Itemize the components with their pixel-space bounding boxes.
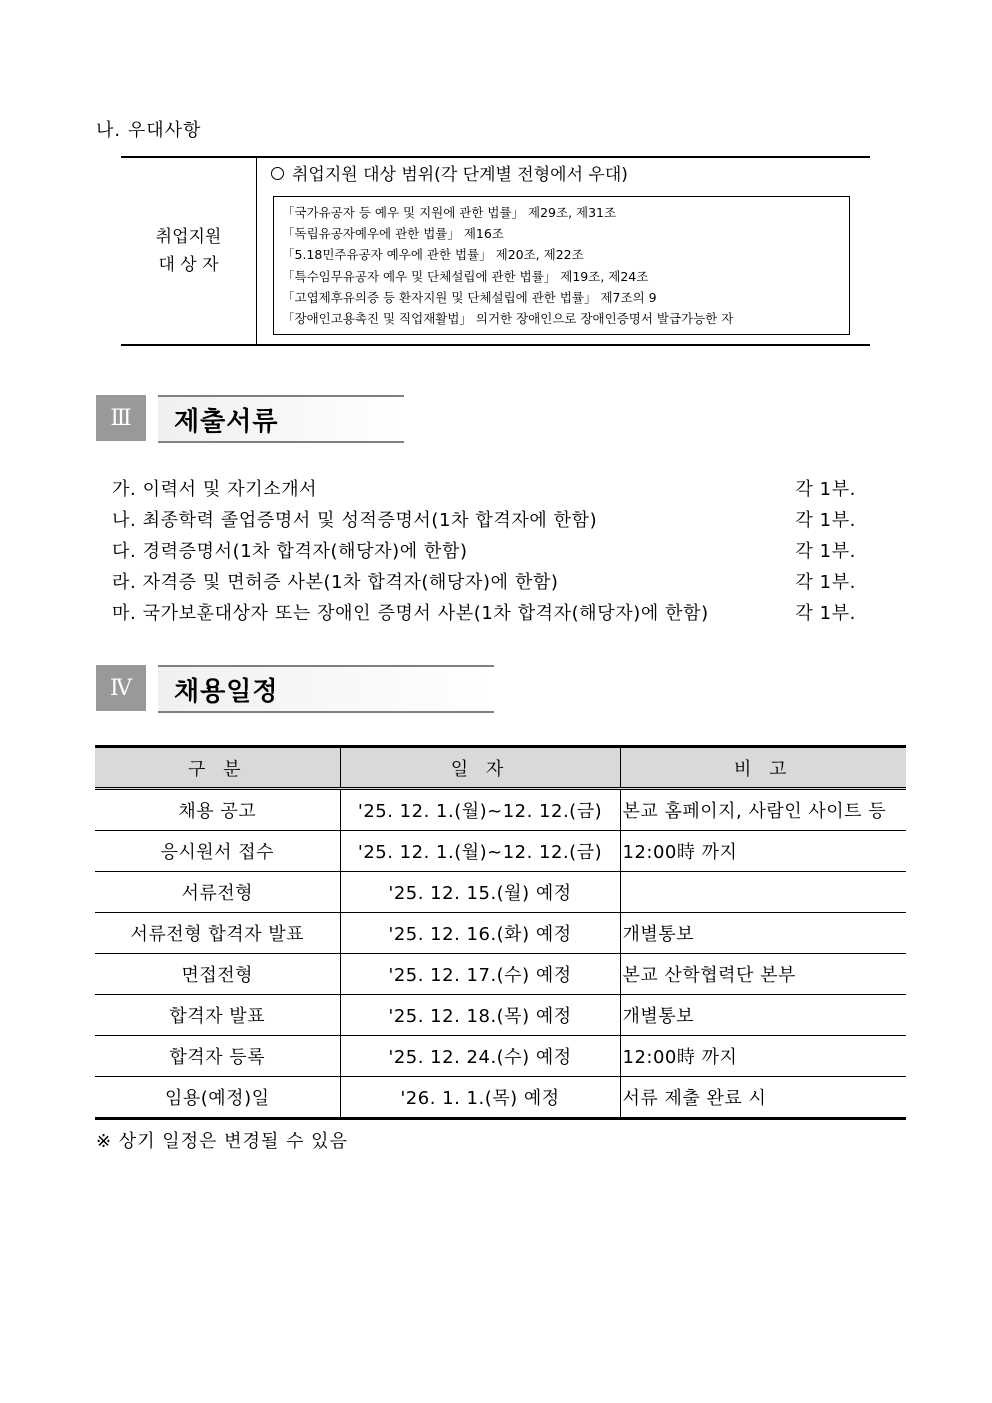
date-cell: '25. 12. 17.(수) 예정 — [340, 954, 620, 995]
document-item — [112, 505, 856, 536]
date-cell: '25. 12. 1.(월)~12. 12.(금) — [340, 789, 620, 831]
target-label-line2: 대 상 자 — [158, 255, 219, 275]
preference-heading: 나. 우대사항 — [96, 120, 202, 141]
schedule-header-row — [95, 747, 906, 789]
document-qty: 각 1부. — [795, 572, 856, 593]
document-item — [112, 474, 856, 505]
preference-table — [121, 156, 870, 346]
date-cell: '25. 12. 15.(월) 예정 — [340, 872, 620, 913]
target-scope-text: 취업지원 대상 범위(각 단계별 전형에서 우대) — [292, 165, 628, 185]
date-cell: '25. 12. 1.(월)~12. 12.(금) — [340, 831, 620, 872]
document-label: 라. 자격증 및 면허증 사본(1차 합격자(해당자)에 한함) — [112, 572, 559, 593]
section4-number: Ⅳ — [96, 665, 146, 711]
column-header-note: 비 고 — [620, 747, 906, 789]
table-row — [95, 872, 906, 913]
stage-cell: 임용(예정)일 — [95, 1077, 340, 1119]
target-label-cell — [121, 158, 257, 344]
document-label: 다. 경력증명서(1차 합격자(해당자)에 한함) — [112, 541, 468, 562]
target-detail-cell — [257, 158, 870, 344]
column-header-stage: 구 분 — [95, 747, 340, 789]
date-cell: '26. 1. 1.(목) 예정 — [340, 1077, 620, 1119]
schedule-table — [95, 745, 906, 1120]
document-label: 가. 이력서 및 자기소개서 — [112, 479, 318, 500]
document-qty: 각 1부. — [795, 541, 856, 562]
schedule-footnote: ※ 상기 일정은 변경될 수 있음 — [96, 1131, 348, 1152]
note-cell: 서류 제출 완료 시 — [620, 1077, 906, 1119]
section3-header — [96, 395, 406, 443]
document-label: 마. 국가보훈대상자 또는 장애인 증명서 사본(1차 합격자(해당자)에 한함) — [112, 603, 709, 624]
document-qty: 각 1부. — [795, 479, 856, 500]
document-qty: 각 1부. — [795, 510, 856, 531]
law-list-box — [273, 196, 850, 335]
date-cell: '25. 12. 24.(수) 예정 — [340, 1036, 620, 1077]
document-qty: 각 1부. — [795, 603, 856, 624]
stage-cell: 서류전형 합격자 발표 — [95, 913, 340, 954]
section4-header — [96, 665, 496, 713]
note-cell: 본교 산학협력단 본부 — [620, 954, 906, 995]
stage-cell: 응시원서 접수 — [95, 831, 340, 872]
document-list — [112, 474, 856, 629]
stage-cell: 채용 공고 — [95, 789, 340, 831]
note-cell: 12:00時 까지 — [620, 831, 906, 872]
table-row — [95, 789, 906, 831]
note-cell — [620, 872, 906, 913]
table-row — [95, 1036, 906, 1077]
law-item: 「국가유공자 등 예우 및 지원에 관한 법률」 제29조, 제31조 — [282, 205, 617, 220]
document-item — [112, 536, 856, 567]
law-item: 「장애인고용촉진 및 직업재활법」 의거한 장애인으로 장애인증명서 발급가능한 자 — [282, 311, 734, 327]
law-item: 「특수임무유공자 예우 및 단체설립에 관한 법률」 제19조, 제24조 — [282, 268, 649, 284]
target-scope-bullet — [271, 160, 628, 185]
target-label-line1: 취업지원 — [155, 227, 222, 247]
date-cell: '25. 12. 18.(목) 예정 — [340, 995, 620, 1036]
table-row — [95, 954, 906, 995]
circle-bullet-icon — [271, 167, 284, 180]
table-row — [95, 995, 906, 1036]
section3-title: 제출서류 — [158, 395, 404, 443]
date-cell: '25. 12. 16.(화) 예정 — [340, 913, 620, 954]
document-item — [112, 567, 856, 598]
section3-number: Ⅲ — [96, 395, 146, 441]
stage-cell: 서류전형 — [95, 872, 340, 913]
document-item — [112, 598, 856, 629]
note-cell: 개별통보 — [620, 913, 906, 954]
note-cell: 개별통보 — [620, 995, 906, 1036]
law-item: 「고엽제후유의증 등 환자지원 및 단체설립에 관한 법률」 제7조의 9 — [282, 289, 657, 305]
stage-cell: 합격자 발표 — [95, 995, 340, 1036]
note-cell: 본교 홈페이지, 사람인 사이트 등 — [620, 789, 906, 831]
stage-cell: 합격자 등록 — [95, 1036, 340, 1077]
table-row — [95, 831, 906, 872]
table-row — [95, 913, 906, 954]
section4-title: 채용일정 — [158, 665, 494, 713]
document-label: 나. 최종학력 졸업증명서 및 성적증명서(1차 합격자에 한함) — [112, 510, 598, 531]
note-cell: 12:00時 까지 — [620, 1036, 906, 1077]
table-row — [95, 1077, 906, 1119]
stage-cell: 면접전형 — [95, 954, 340, 995]
column-header-date: 일 자 — [340, 747, 620, 789]
law-item: 「5.18민주유공자 예우에 관한 법률」 제20조, 제22조 — [282, 247, 584, 263]
law-item: 「독립유공자예우에 관한 법률」 제16조 — [282, 226, 504, 242]
